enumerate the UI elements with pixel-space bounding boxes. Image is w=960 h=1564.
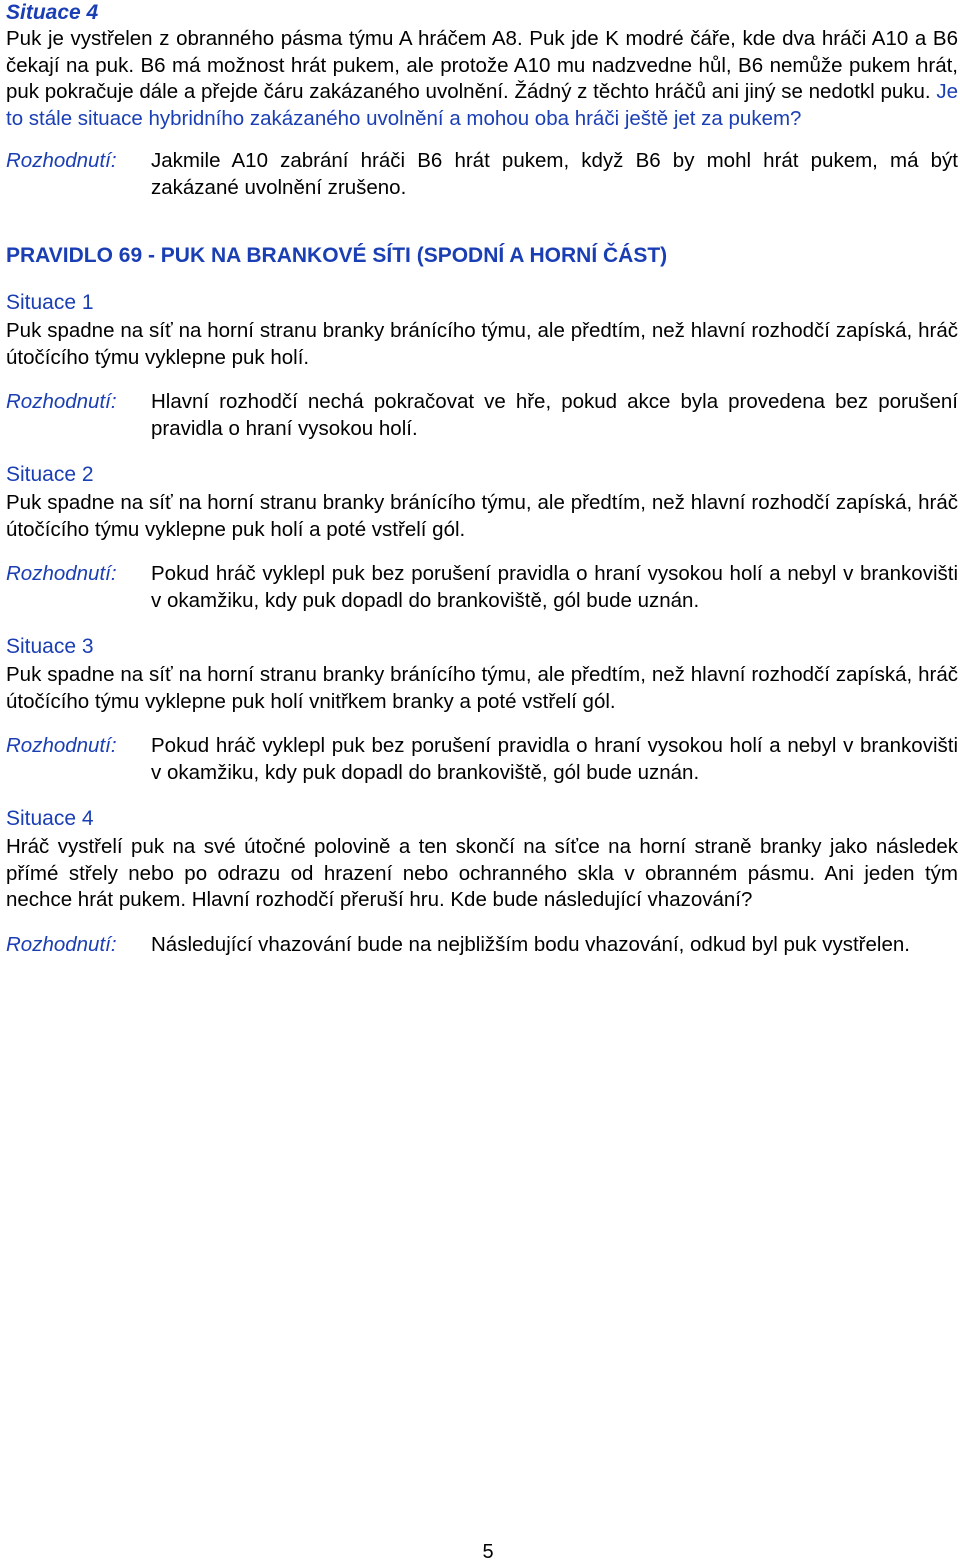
decision-text: Pokud hráč vyklepl puk bez porušení pravidla o hraní vysokou holí a nebyl v brankovišti v okamžiku, kdy puk dopadl do brankoviště, gól bude uznán. — [151, 562, 958, 612]
situation-heading: Situace 3 — [6, 635, 94, 658]
decision-label: Rozhodnutí: — [6, 562, 117, 585]
situation-2 — [6, 462, 958, 614]
situation-4 — [6, 806, 958, 958]
situation-text: Puk spadne na síť na horní stranu branky bránícího týmu, ale předtím, než hlavní rozhodčí zapíská, hráč útočícího týmu vyklepne puk holí vnitřkem branky a poté vstřelí gól. — [6, 663, 958, 713]
decision-text: Jakmile A10 zabrání hráči B6 hrát pukem, když B6 by mohl hrát pukem, má být zakázané uvolnění zrušeno. — [151, 149, 958, 199]
situation-heading: Situace 4 — [6, 807, 94, 830]
situation-heading: Situace 1 — [6, 291, 94, 314]
situation-text: Puk spadne na síť na horní stranu branky bránícího týmu, ale předtím, než hlavní rozhodčí zapíská, hráč útočícího týmu vyklepne puk holí a poté vstřelí gól. — [6, 491, 958, 541]
situation-heading: Situace 4 — [6, 1, 99, 24]
situation-1 — [6, 290, 958, 442]
decision — [6, 389, 958, 442]
situation-question: Je to stále situace hybridního zakázaného uvolnění a mohou oba hráči ještě jet za pukem? — [6, 80, 958, 130]
decision-label: Rozhodnutí: — [6, 734, 117, 757]
decision-label: Rozhodnutí: — [6, 149, 117, 172]
decision-text: Hlavní rozhodčí nechá pokračovat ve hře, pokud akce byla provedena bez porušení pravidla o hraní vysokou holí. — [151, 390, 958, 440]
decision — [6, 932, 958, 959]
document-page — [6, 0, 958, 958]
decision-label: Rozhodnutí: — [6, 390, 117, 413]
situation-text-black: Puk je vystřelen z obranného pásma týmu A hráčem A8. Puk jde K modré čáře, kde dva hráči A10 a B6 čekají na puk. B6 má možnost hrát pukem, ale protože A10 mu nadzvedne hůl, B6 nemůže pukem hrát, puk pokračuje dále a přejde čáru zakázaného uvolnění. Žádný z těchto hráčů ani jiný se nedotkl puku. — [6, 27, 958, 103]
decision — [6, 561, 958, 614]
situation-text — [6, 26, 958, 132]
situation-text: Puk spadne na síť na horní stranu branky bránícího týmu, ale předtím, než hlavní rozhodčí zapíská, hráč útočícího týmu vyklepne puk holí. — [6, 319, 958, 369]
situation-3 — [6, 634, 958, 786]
decision-text: Následující vhazování bude na nejbližším bodu vhazování, odkud byl puk vystřelen. — [151, 932, 910, 956]
top-situation — [6, 0, 958, 201]
decision — [6, 148, 958, 201]
decision-text: Pokud hráč vyklepl puk bez porušení pravidla o hraní vysokou holí a nebyl v brankovišti v okamžiku, kdy puk dopadl do brankoviště, gól bude uznán. — [151, 734, 958, 784]
page-number: 5 — [482, 1541, 494, 1563]
situation-heading: Situace 2 — [6, 463, 94, 486]
rule-heading: PRAVIDLO 69 - PUK NA BRANKOVÉ SÍTI (SPODNÍ A HORNÍ ČÁST) — [6, 244, 668, 267]
decision-label: Rozhodnutí: — [6, 932, 117, 956]
situation-text: Hráč vystřelí puk na své útočné polovině a ten skončí na síťce na horní straně branky jako následek přímé střely nebo po odrazu od hrazení nebo ochranného skla v obranném pásmu. Ani jeden tým nechce hrát pukem. Hlavní rozhodčí přeruší hru. Kde bude následující vhazování? — [6, 835, 958, 911]
decision — [6, 733, 958, 786]
